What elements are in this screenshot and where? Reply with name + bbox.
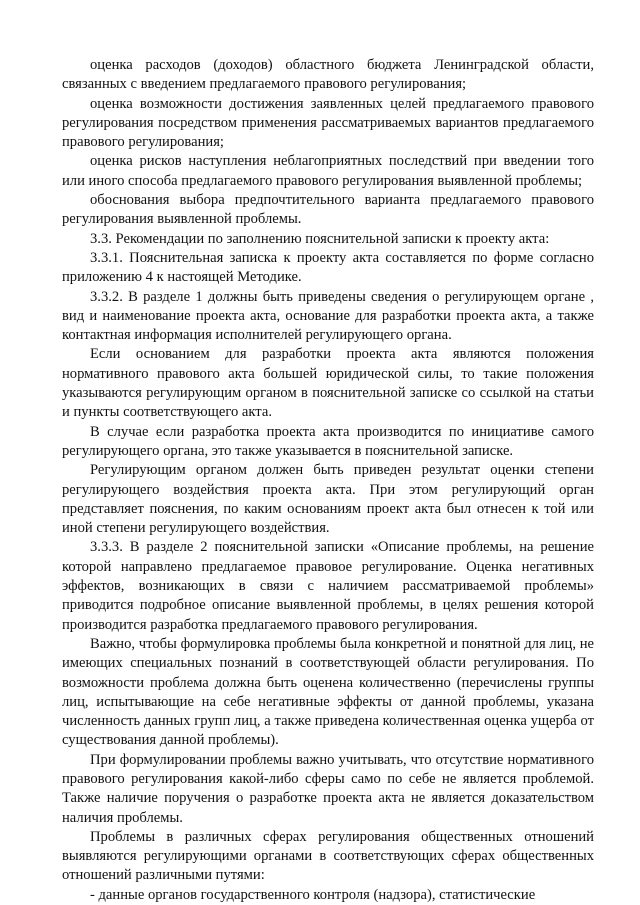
document-body [62, 56, 594, 905]
paragraph-section-3-3-2: 3.3.2. В разделе 1 должны быть приведены сведения о регулирующем органе , вид и наименование проекта акта, основание для разработки проекта акта, а также контактная информация исполнителей регулирующего органа. [62, 288, 594, 344]
paragraph-impact-degree: Регулирующим органом должен быть приведен результат оценки степени регулирующего воздействия проекта акта. При этом регулирующий орган представляет пояснения, по каким основаниям проект акта был отнесен к той или иной степени регулирующего воздействия. [62, 462, 594, 537]
paragraph-problem-sources: Проблемы в различных сферах регулирования общественных отношений выявляются регулирующими органами в соответствующих сферах общественных отношений различными путями: [62, 828, 594, 884]
paragraph-section-3-3: 3.3. Рекомендации по заполнению пояснительной записки к проекту акта: [90, 230, 550, 247]
paragraph-section-3-3-1: 3.3.1. Пояснительная записка к проекту акта составляется по форме согласно приложению 4 к настоящей Методике. [62, 249, 594, 286]
paragraph-budget-estimate: оценка расходов (доходов) областного бюджета Ленинградской области, связанных с введением предлагаемого правового регулирования; [62, 57, 594, 93]
paragraph-own-initiative: В случае если разработка проекта акта производится по инициативе самого регулирующего органа, это также указывается в пояснительной записке. [62, 423, 594, 459]
paragraph-legal-basis: Если основанием для разработки проекта акта являются положения нормативного правового акта большей юридической силы, то такие положения указываются регулирующим органом в пояснительной записке со ссылкой на статьи и пункты соответствующего акта. [62, 346, 594, 421]
paragraph-risk-assessment: оценка рисков наступления неблагоприятных последствий при введении того или иного способа предлагаемого правового регулирования выявленной проблемы; [62, 153, 594, 189]
paragraph-problem-wording: Важно, чтобы формулировка проблемы была конкретной и понятной для лиц, не имеющих специальных познаний в соответствующей области регулирования. По возможности проблема должна быть оценена количественно (перечислены группы лиц, испытывающие на себе негативные эффекты от данной проблемы, указана численность данных групп лиц, а также приведена количественная оценка ущерба от существования данной проблемы). [62, 635, 594, 749]
paragraph-goals-assessment: оценка возможности достижения заявленных целей предлагаемого правового регулирования посредством применения рассматриваемых вариантов предлагаемого правового регулирования; [62, 95, 594, 151]
paragraph-option-justification: обоснования выбора предпочтительного варианта предлагаемого правового регулирования выявленной проблемы. [62, 192, 594, 228]
paragraph-problem-formulation: При формулировании проблемы важно учитывать, что отсутствие нормативного правового регулирования какой-либо сферы само по себе не является проблемой. Также наличие поручения о разработке проекта акта не является доказательством наличия проблемы. [62, 751, 594, 826]
list-item-control-data: - данные органов государственного контроля (надзора), статистические [90, 886, 536, 903]
paragraph-section-3-3-3: 3.3.3. В разделе 2 пояснительной записки «Описание проблемы, на решение которой направлено предлагаемое правовое регулирование. Оценка негативных эффектов, возникающих в связи с наличием рассматриваемой проблемы» приводится подробное описание выявленной проблемы, в целях решения которой производится разработка предлагаемого правового регулирования. [62, 539, 594, 633]
